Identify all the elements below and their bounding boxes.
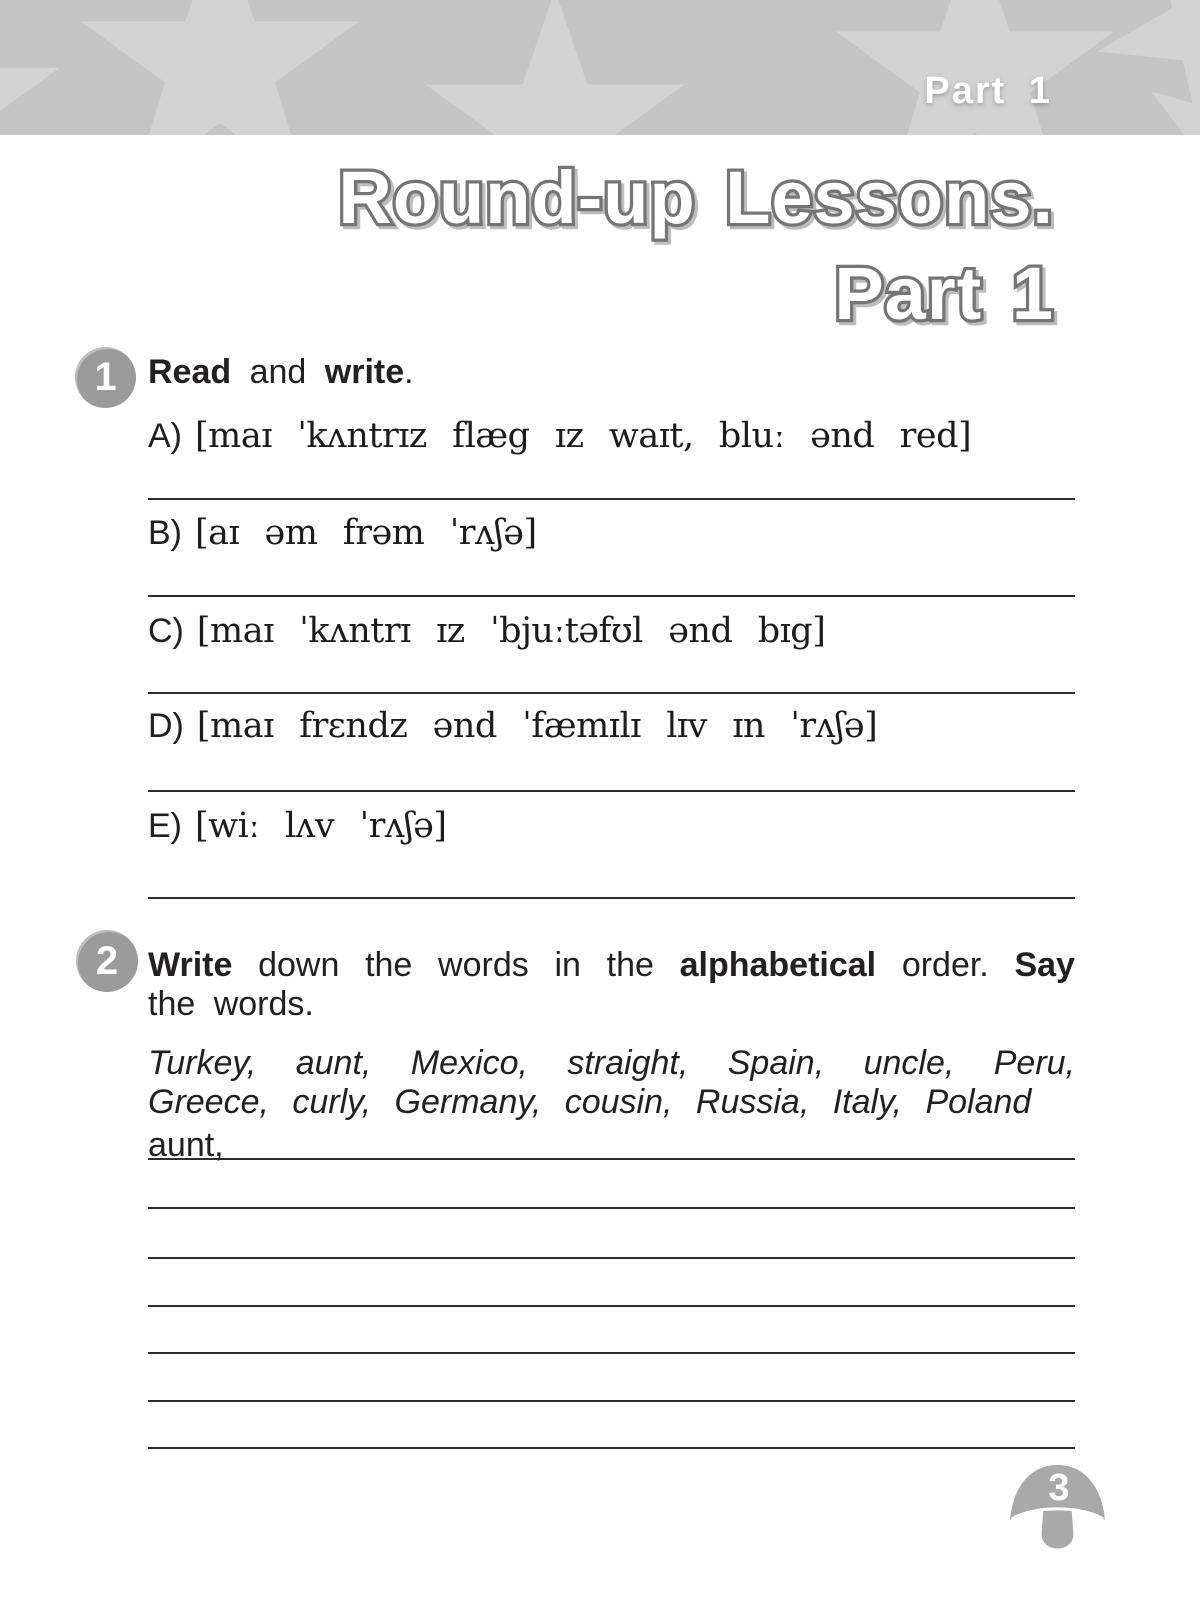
- instruction-word: in: [554, 946, 581, 984]
- answer-line: [148, 1447, 1075, 1449]
- item-transcription: [maɪ frɛndz ənd ˈfæmɪlɪ lɪv ɪn ˈrʌʃə]: [196, 706, 878, 746]
- transcription-item-b: [148, 513, 537, 553]
- star-icon: [75, 0, 365, 135]
- transcription-item-e: [148, 806, 447, 846]
- exercise1-number: 1: [94, 355, 117, 399]
- page-title-line2: Part 1: [834, 252, 1054, 335]
- answer-line: [148, 1400, 1075, 1402]
- header-band: [0, 0, 1200, 135]
- exercise1-number-badge: [75, 347, 136, 408]
- exercise2-instruction-line1: [148, 946, 1075, 985]
- answer-line: [148, 897, 1075, 899]
- answer-line: [148, 692, 1075, 694]
- exercise2-instruction-line2: the words.: [148, 985, 314, 1023]
- page-number: 3: [1048, 1467, 1070, 1509]
- transcription-item-c: [148, 611, 825, 651]
- star-icon: [830, 0, 1120, 135]
- instruction-word: Write: [148, 946, 233, 984]
- item-label: A): [148, 417, 182, 455]
- answer-line: [148, 1257, 1075, 1259]
- page-title: [338, 150, 1054, 342]
- item-transcription: [wiː lʌv ˈrʌʃə]: [195, 806, 447, 846]
- mushroom-icon: [1007, 1462, 1108, 1554]
- instruction-word: Say: [1014, 946, 1075, 984]
- instruction-word: down: [258, 946, 340, 984]
- item-transcription: [maɪ ˈkʌntrɪ ɪz ˈbjuːtəfʊl ənd bɪg]: [196, 611, 826, 651]
- instruction-word: Read: [148, 353, 232, 391]
- page-title-line1: Round-up Lessons.: [338, 156, 1054, 239]
- instruction-word: the: [606, 946, 654, 984]
- item-label: E): [148, 807, 182, 845]
- header-part-label: Part 1: [924, 70, 1052, 112]
- transcription-item-a: [148, 416, 971, 456]
- instruction-word: write: [324, 353, 405, 391]
- instruction-word: the: [365, 946, 413, 984]
- transcription-item-d: [148, 706, 877, 746]
- word-bank: [148, 1044, 1075, 1122]
- answer-line: [148, 1305, 1075, 1307]
- exercise2-number: 2: [95, 938, 119, 983]
- page-number-mushroom: [1007, 1462, 1108, 1559]
- answer-line: [148, 498, 1075, 500]
- word-bank-line1: Turkey, aunt, Mexico, straight, Spain, uncle, Peru,: [148, 1044, 1075, 1082]
- star-icon: [0, 0, 65, 135]
- item-label: C): [148, 612, 184, 650]
- answer-prefill-text: aunt,: [148, 1126, 224, 1164]
- instruction-word: and: [249, 353, 307, 391]
- answer-line: [148, 1352, 1075, 1354]
- instruction-word: .: [404, 353, 414, 391]
- word-bank-line2: Greece, curly, Germany, cousin, Russia, Italy, Poland: [148, 1083, 1032, 1121]
- answer-line: [148, 1158, 1075, 1160]
- instruction-word: words: [438, 946, 529, 984]
- answer-line: [148, 1207, 1075, 1209]
- exercise1-instruction: [148, 352, 414, 392]
- exercise2-number-badge: [76, 930, 138, 992]
- star-icon: [420, 0, 690, 135]
- instruction-word: alphabetical: [679, 946, 877, 984]
- item-label: B): [148, 514, 182, 552]
- instruction-word: order.: [901, 946, 989, 984]
- item-label: D): [148, 707, 184, 745]
- item-transcription: [maɪ ˈkʌntrɪz flæg ɪz waɪt, bluː ənd red]: [195, 416, 972, 456]
- item-transcription: [aɪ əm frəm ˈrʌʃə]: [195, 513, 537, 553]
- exercise2-instruction: [148, 946, 1075, 1024]
- answer-line: [148, 595, 1075, 597]
- answer-line: [148, 790, 1075, 792]
